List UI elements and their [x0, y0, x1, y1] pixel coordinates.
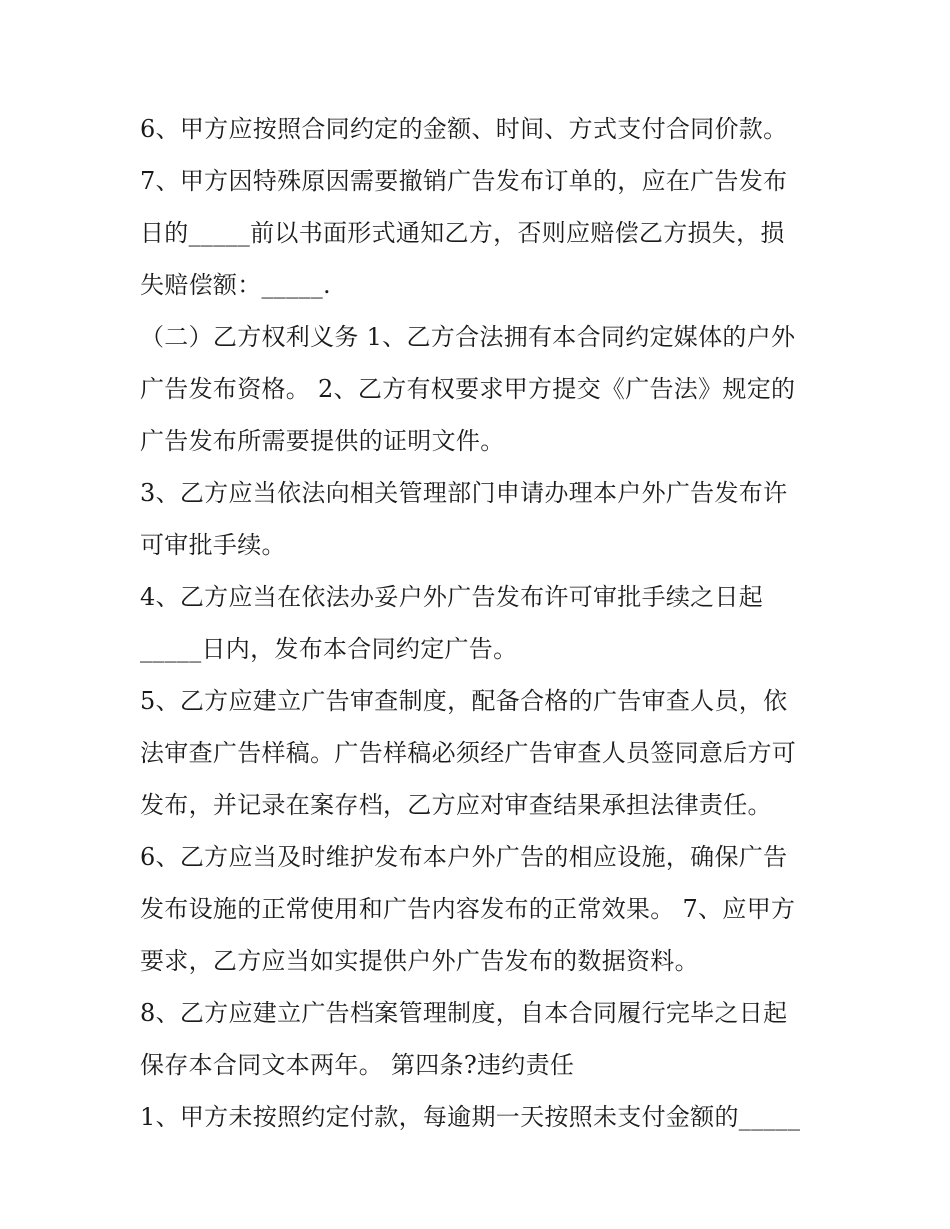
text-line: 广告发布资格。 2、乙方有权要求甲方提交《广告法》规定的	[140, 375, 796, 403]
text-line: 可审批手续。	[140, 531, 286, 559]
text-line: 4、乙方应当在依法办妥户外广告发布许可审批手续之日起	[140, 583, 764, 611]
text-line: _____日内，发布本合同约定广告。	[140, 635, 518, 663]
text-line: 要求，乙方应当如实提供户外广告发布的数据资料。	[140, 947, 699, 975]
text-line: 日的_____前以书面形式通知乙方，否则应赔偿乙方损失，损	[140, 219, 785, 247]
text-line: 法审查广告样稿。广告样稿必须经广告审查人员签同意后方可	[140, 739, 797, 767]
text-line: 5、乙方应建立广告审查制度，配备合格的广告审查人员，依	[140, 687, 788, 715]
text-line: 失赔偿额：_____.	[140, 271, 331, 299]
contract-body-text	[140, 103, 820, 1143]
text-line: 6、甲方应按照合同约定的金额、时间、方式支付合同价款。	[140, 115, 788, 143]
text-line: 广告发布所需要提供的证明文件。	[140, 427, 505, 455]
text-line: 发布，并记录在案存档，乙方应对审查结果承担法律责任。	[140, 791, 772, 819]
text-line: （二）乙方权利义务 1、乙方合法拥有本合同约定媒体的户外	[140, 323, 796, 351]
text-line: 发布设施的正常使用和广告内容发布的正常效果。 7、应甲方	[140, 895, 796, 923]
text-line: 7、甲方因特殊原因需要撤销广告发布订单的，应在广告发布	[140, 167, 788, 195]
text-line: 保存本合同文本两年。 第四条?违约责任	[140, 1051, 575, 1079]
text-line: 6、乙方应当及时维护发布本户外广告的相应设施，确保广告	[140, 843, 788, 871]
text-line: 8、乙方应建立广告档案管理制度，自本合同履行完毕之日起	[140, 999, 788, 1027]
text-line: 3、乙方应当依法向相关管理部门申请办理本户外广告发布许	[140, 479, 788, 507]
text-line: 1、甲方未按照约定付款，每逾期一天按照未支付金额的_____	[140, 1103, 801, 1131]
